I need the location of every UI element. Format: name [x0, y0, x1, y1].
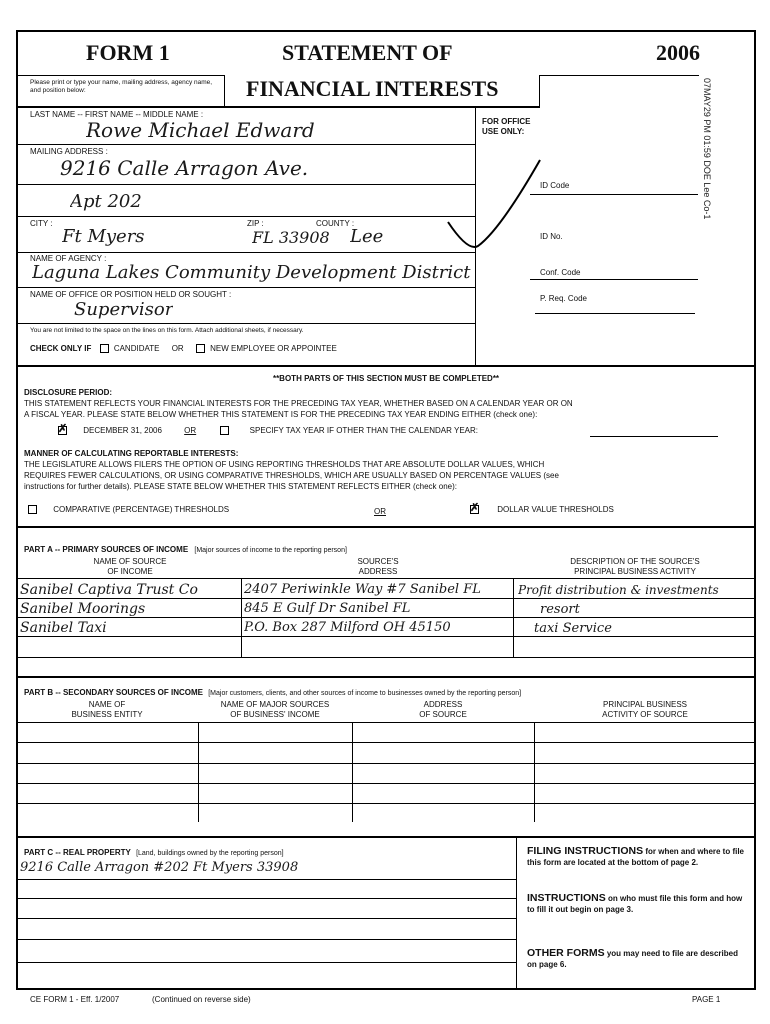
city-value[interactable]: Ft Myers	[62, 226, 145, 247]
rule	[16, 106, 540, 108]
part-b-col2: NAME OF MAJOR SOURCES	[220, 700, 330, 709]
period-options	[58, 426, 478, 435]
rule	[530, 279, 698, 280]
office-label: NAME OF OFFICE OR POSITION HELD OR SOUGHT :	[30, 290, 232, 299]
part-a-source-name[interactable]: Sanibel Taxi	[20, 620, 107, 636]
part-a-col3: DESCRIPTION OF THE SOURCE'S	[570, 557, 700, 566]
part-a-col2b: ADDRESS	[358, 567, 398, 576]
title-line2: FINANCIAL INTERESTS	[246, 76, 499, 101]
id-code-label: ID Code	[540, 181, 570, 190]
instr-title: INSTRUCTIONS	[527, 892, 606, 904]
rule	[16, 918, 516, 919]
footer-continued: (Continued on reverse side)	[152, 995, 251, 1004]
part-a-heading-row	[24, 545, 347, 554]
rule	[16, 184, 475, 185]
rule	[16, 578, 756, 579]
rule	[513, 578, 514, 658]
part-a-source-address[interactable]: 845 E Gulf Dr Sanibel FL	[244, 601, 411, 616]
part-c-note: [Land, buildings owned by the reporting person]	[136, 850, 284, 857]
rule	[198, 722, 199, 822]
rule	[16, 898, 516, 899]
rule	[16, 144, 475, 145]
instr-text: on who must file this form and how to fill it out begin on page 3.	[527, 894, 743, 914]
part-b-col1: NAME OF	[88, 700, 126, 709]
manner-text2: REQUIRES FEWER CALCULATIONS, OR USING COMPARATIVE THRESHOLDS, WHICH ARE USUALLY BASED ON PERCENTAGE VALUES (see	[24, 471, 559, 480]
filing-instructions	[527, 846, 749, 868]
part-b-heading: PART B -- SECONDARY SOURCES OF INCOME	[24, 688, 203, 697]
or-label: OR	[171, 344, 184, 353]
part-a-source-activity[interactable]: taxi Service	[534, 621, 612, 636]
rule	[16, 617, 756, 618]
specify-line[interactable]	[590, 436, 718, 437]
form-label: FORM 1	[86, 40, 170, 65]
candidate-checkbox[interactable]	[100, 344, 109, 353]
dollar-checkbox[interactable]	[470, 505, 479, 514]
received-stamp: 07MAY29 PM 01:59 DOE Lee Co-1	[702, 78, 712, 220]
county-label: COUNTY :	[316, 219, 355, 228]
office-value[interactable]: Supervisor	[74, 299, 174, 320]
part-b-col4b: ACTIVITY OF SOURCE	[602, 710, 688, 719]
office-use-label2: USE ONLY:	[482, 127, 525, 136]
rule	[16, 287, 475, 288]
name-label: LAST NAME -- FIRST NAME -- MIDDLE NAME :	[30, 110, 204, 119]
specify-label: SPECIFY TAX YEAR IF OTHER THAN THE CALENDAR YEAR:	[249, 426, 478, 435]
new-employee-label: NEW EMPLOYEE OR APPOINTEE	[210, 344, 337, 353]
zip-label: ZIP :	[247, 219, 264, 228]
who-must-file	[527, 893, 749, 915]
comparative-checkbox[interactable]	[28, 505, 37, 514]
part-a-source-address[interactable]: 2407 Periwinkle Way #7 Sanibel FL	[244, 582, 481, 597]
print-instruction: Please print or type your name, mailing address, agency name, and position below:	[30, 79, 213, 94]
rule	[16, 939, 516, 940]
rule	[224, 75, 225, 107]
rule	[535, 313, 695, 314]
part-c-property[interactable]: 9216 Calle Arragon #202 Ft Myers 33908	[20, 860, 299, 875]
period-text1: THIS STATEMENT REFLECTS YOUR FINANCIAL INTERESTS FOR THE PRECEDING TAX YEAR, WHETHER BASED ON A CALENDAR YEAR OR ON	[24, 399, 573, 408]
part-a-source-name[interactable]: Sanibel Moorings	[20, 601, 146, 617]
agency-value[interactable]: Laguna Lakes Community Development District	[32, 262, 471, 283]
rule	[16, 803, 756, 804]
part-a-col1: NAME OF SOURCE	[93, 557, 167, 566]
zip-value[interactable]: FL 33908	[252, 228, 330, 247]
december-checkbox[interactable]	[58, 426, 67, 435]
new-employee-checkbox[interactable]	[196, 344, 205, 353]
rule	[16, 742, 756, 743]
part-b-col1b: BUSINESS ENTITY	[71, 710, 143, 719]
rule	[534, 722, 535, 822]
rule	[352, 722, 353, 822]
title-line1: STATEMENT OF	[282, 40, 453, 65]
agency-label: NAME OF AGENCY :	[30, 254, 107, 263]
check-only-label: CHECK ONLY IF	[30, 344, 92, 353]
check-only-row	[30, 344, 337, 353]
part-a-source-address[interactable]: P.O. Box 287 Milford OH 45150	[244, 620, 451, 635]
part-c-heading-row	[24, 848, 284, 857]
both-parts-note: **BOTH PARTS OF THIS SECTION MUST BE COMPLETED**	[272, 374, 500, 383]
p-req-code-label: P. Req. Code	[540, 294, 587, 303]
form-year: 2006	[656, 40, 700, 65]
office-use-label1: FOR OFFICE	[482, 117, 531, 126]
part-b-col2b: OF BUSINESS' INCOME	[230, 710, 320, 719]
part-b-col3b: OF SOURCE	[419, 710, 467, 719]
rule	[16, 657, 756, 658]
period-text2: A FISCAL YEAR. PLEASE STATE BELOW WHETHER THIS STATEMENT IS FOR THE PRECEDING TAX YEAR ENDING EITHER (check one):	[24, 410, 538, 419]
period-heading: DISCLOSURE PERIOD:	[24, 388, 113, 397]
rule	[539, 75, 540, 107]
rule	[530, 194, 698, 195]
rule	[16, 879, 516, 880]
manner-options	[28, 505, 229, 514]
rule	[16, 722, 756, 723]
address-label: MAILING ADDRESS :	[30, 147, 108, 156]
filing-text: for when and where to file this form are located at the bottom of page 2.	[527, 847, 745, 867]
candidate-label: CANDIDATE	[113, 344, 160, 353]
rule	[16, 783, 756, 784]
rule	[16, 676, 756, 678]
rule	[16, 636, 756, 637]
part-b-note: [Major customers, clients, and other sources of income to businesses owned by the reporting person]	[208, 690, 522, 697]
comparative-label: COMPARATIVE (PERCENTAGE) THRESHOLDS	[53, 505, 230, 514]
other-forms	[527, 948, 749, 970]
rule	[16, 216, 475, 217]
part-c-heading: PART C -- REAL PROPERTY	[24, 848, 131, 857]
footer-form-id: CE FORM 1 - Eff. 1/2007	[30, 995, 120, 1004]
part-b-col3: ADDRESS	[423, 700, 463, 709]
address-line1[interactable]: 9216 Calle Arragon Ave.	[60, 156, 309, 180]
december-label: DECEMBER 31, 2006	[83, 426, 162, 435]
manner-heading: MANNER OF CALCULATING REPORTABLE INTERESTS:	[24, 449, 239, 458]
footer-page: PAGE 1	[692, 995, 721, 1004]
rule	[16, 836, 756, 838]
id-no-label: ID No.	[540, 232, 563, 241]
dollar-label: DOLLAR VALUE THRESHOLDS	[497, 505, 614, 514]
part-a-note: [Major sources of income to the reporting person]	[194, 547, 347, 554]
other-title: OTHER FORMS	[527, 947, 605, 959]
manner-or: OR	[374, 507, 386, 516]
rule	[16, 365, 756, 367]
rule	[16, 75, 225, 76]
part-a-source-activity[interactable]: Profit distribution & investments	[518, 583, 719, 597]
part-b-heading-row	[24, 688, 521, 697]
filing-title: FILING INSTRUCTIONS	[527, 845, 644, 857]
part-a-heading: PART A -- PRIMARY SOURCES OF INCOME	[24, 545, 189, 554]
city-label: CITY :	[30, 219, 53, 228]
part-a-source-activity[interactable]: resort	[540, 602, 580, 617]
rule	[16, 598, 756, 599]
part-a-source-name[interactable]: Sanibel Captiva Trust Co	[20, 582, 198, 598]
rule	[516, 836, 517, 990]
part-a-col2: SOURCE'S	[357, 557, 399, 566]
other-text: you may need to file are described on page 6.	[527, 949, 738, 969]
manner-text3: instructions for further details). PLEASE STATE BELOW WHETHER THIS STATEMENT REFLECTS EITHER (check one):	[24, 482, 457, 491]
rule	[16, 962, 516, 963]
period-or: OR	[184, 426, 197, 435]
specify-checkbox[interactable]	[220, 426, 229, 435]
rule	[16, 252, 475, 253]
rule	[16, 323, 475, 324]
part-a-col1b: OF INCOME	[107, 567, 153, 576]
manner-text1: THE LEGISLATURE ALLOWS FILERS THE OPTION OF USING REPORTING THRESHOLDS THAT ARE ABSOLUTE DOLLAR VALUES, WHICH	[24, 460, 545, 469]
part-b-col4: PRINCIPAL BUSINESS	[602, 700, 688, 709]
rule	[241, 578, 242, 658]
county-value[interactable]: Lee	[350, 226, 384, 247]
office-checkmark	[440, 130, 740, 270]
rule	[16, 526, 756, 528]
address-line2[interactable]: Apt 202	[70, 191, 142, 212]
name-value[interactable]: Rowe Michael Edward	[86, 118, 315, 142]
rule	[16, 763, 756, 764]
conf-code-label: Conf. Code	[540, 268, 581, 277]
rule	[539, 75, 699, 76]
dollar-option	[470, 505, 614, 514]
space-note: You are not limited to the space on the lines on this form. Attach additional sheets, if necessary.	[30, 327, 304, 334]
part-a-col3b: PRINCIPAL BUSINESS ACTIVITY	[574, 567, 696, 576]
